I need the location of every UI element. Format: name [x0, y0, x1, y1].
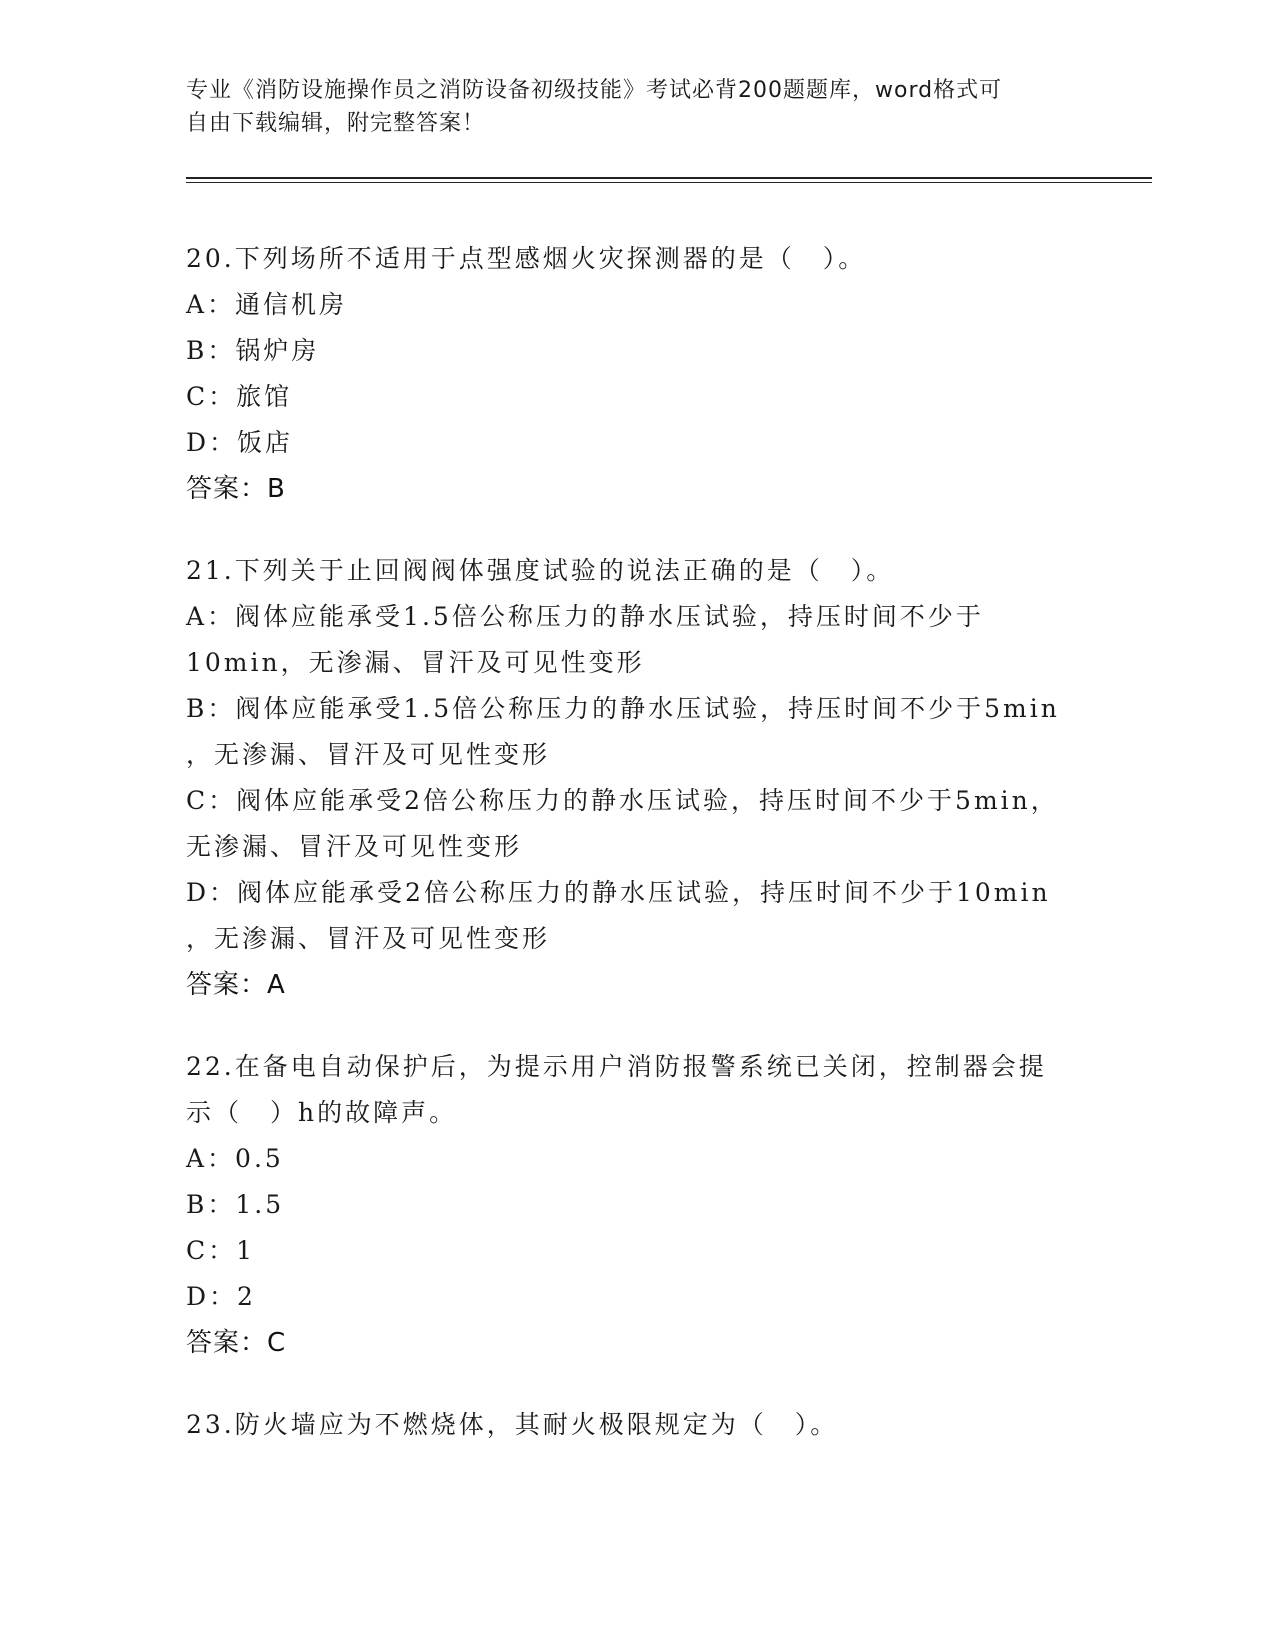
question-stem: 示（ ）h的故障声。 — [186, 1098, 458, 1127]
question-option: 10min，无渗漏、冒汗及可见性变形 — [186, 648, 645, 677]
question-list — [186, 236, 1086, 1484]
question-option: D：2 — [186, 1282, 256, 1311]
question-stem: 23.防火墙应为不燃烧体，其耐火极限规定为（ ）。 — [186, 1410, 839, 1439]
question-block — [186, 236, 1086, 512]
question-option: C：1 — [186, 1236, 256, 1265]
question-option: B：1.5 — [186, 1190, 285, 1219]
header-line-1: 专业《消防设施操作员之消防设备初级技能》考试必背200题题库，word格式可 — [186, 78, 1003, 103]
answer-key: 答案：B — [186, 474, 286, 504]
question-option: 无渗漏、冒汗及可见性变形 — [186, 832, 523, 861]
question-option: B：锅炉房 — [186, 336, 320, 365]
question-block — [186, 1044, 1086, 1366]
answer-key: 答案：A — [186, 970, 286, 1000]
question-option: C：阀体应能承受2倍公称压力的静水压试验，持压时间不少于5min， — [186, 786, 1059, 815]
header-divider-thick — [186, 177, 1152, 179]
document-header — [186, 74, 1066, 140]
question-option: A：通信机房 — [186, 290, 348, 319]
question-option: ，无渗漏、冒汗及可见性变形 — [186, 740, 551, 769]
question-block — [186, 548, 1086, 1008]
question-option: D：阀体应能承受2倍公称压力的静水压试验，持压时间不少于10min — [186, 878, 1051, 907]
question-option: A：0.5 — [186, 1144, 284, 1173]
header-divider-thin — [186, 182, 1152, 183]
question-stem: 20.下列场所不适用于点型感烟火灾探测器的是（ ）。 — [186, 244, 867, 273]
question-stem: 22.在备电自动保护后，为提示用户消防报警系统已关闭，控制器会提 — [186, 1052, 1047, 1081]
question-option: D：饭店 — [186, 428, 294, 457]
question-stem: 21.下列关于止回阀阀体强度试验的说法正确的是（ ）。 — [186, 556, 895, 585]
answer-key: 答案：C — [186, 1328, 287, 1358]
question-block — [186, 1402, 1086, 1448]
question-option: ，无渗漏、冒汗及可见性变形 — [186, 924, 551, 953]
question-option: C：旅馆 — [186, 382, 293, 411]
question-option: B：阀体应能承受1.5倍公称压力的静水压试验，持压时间不少于5min — [186, 694, 1060, 723]
question-option: A：阀体应能承受1.5倍公称压力的静水压试验，持压时间不少于 — [186, 602, 984, 631]
header-line-2: 自由下载编辑，附完整答案！ — [186, 111, 486, 136]
